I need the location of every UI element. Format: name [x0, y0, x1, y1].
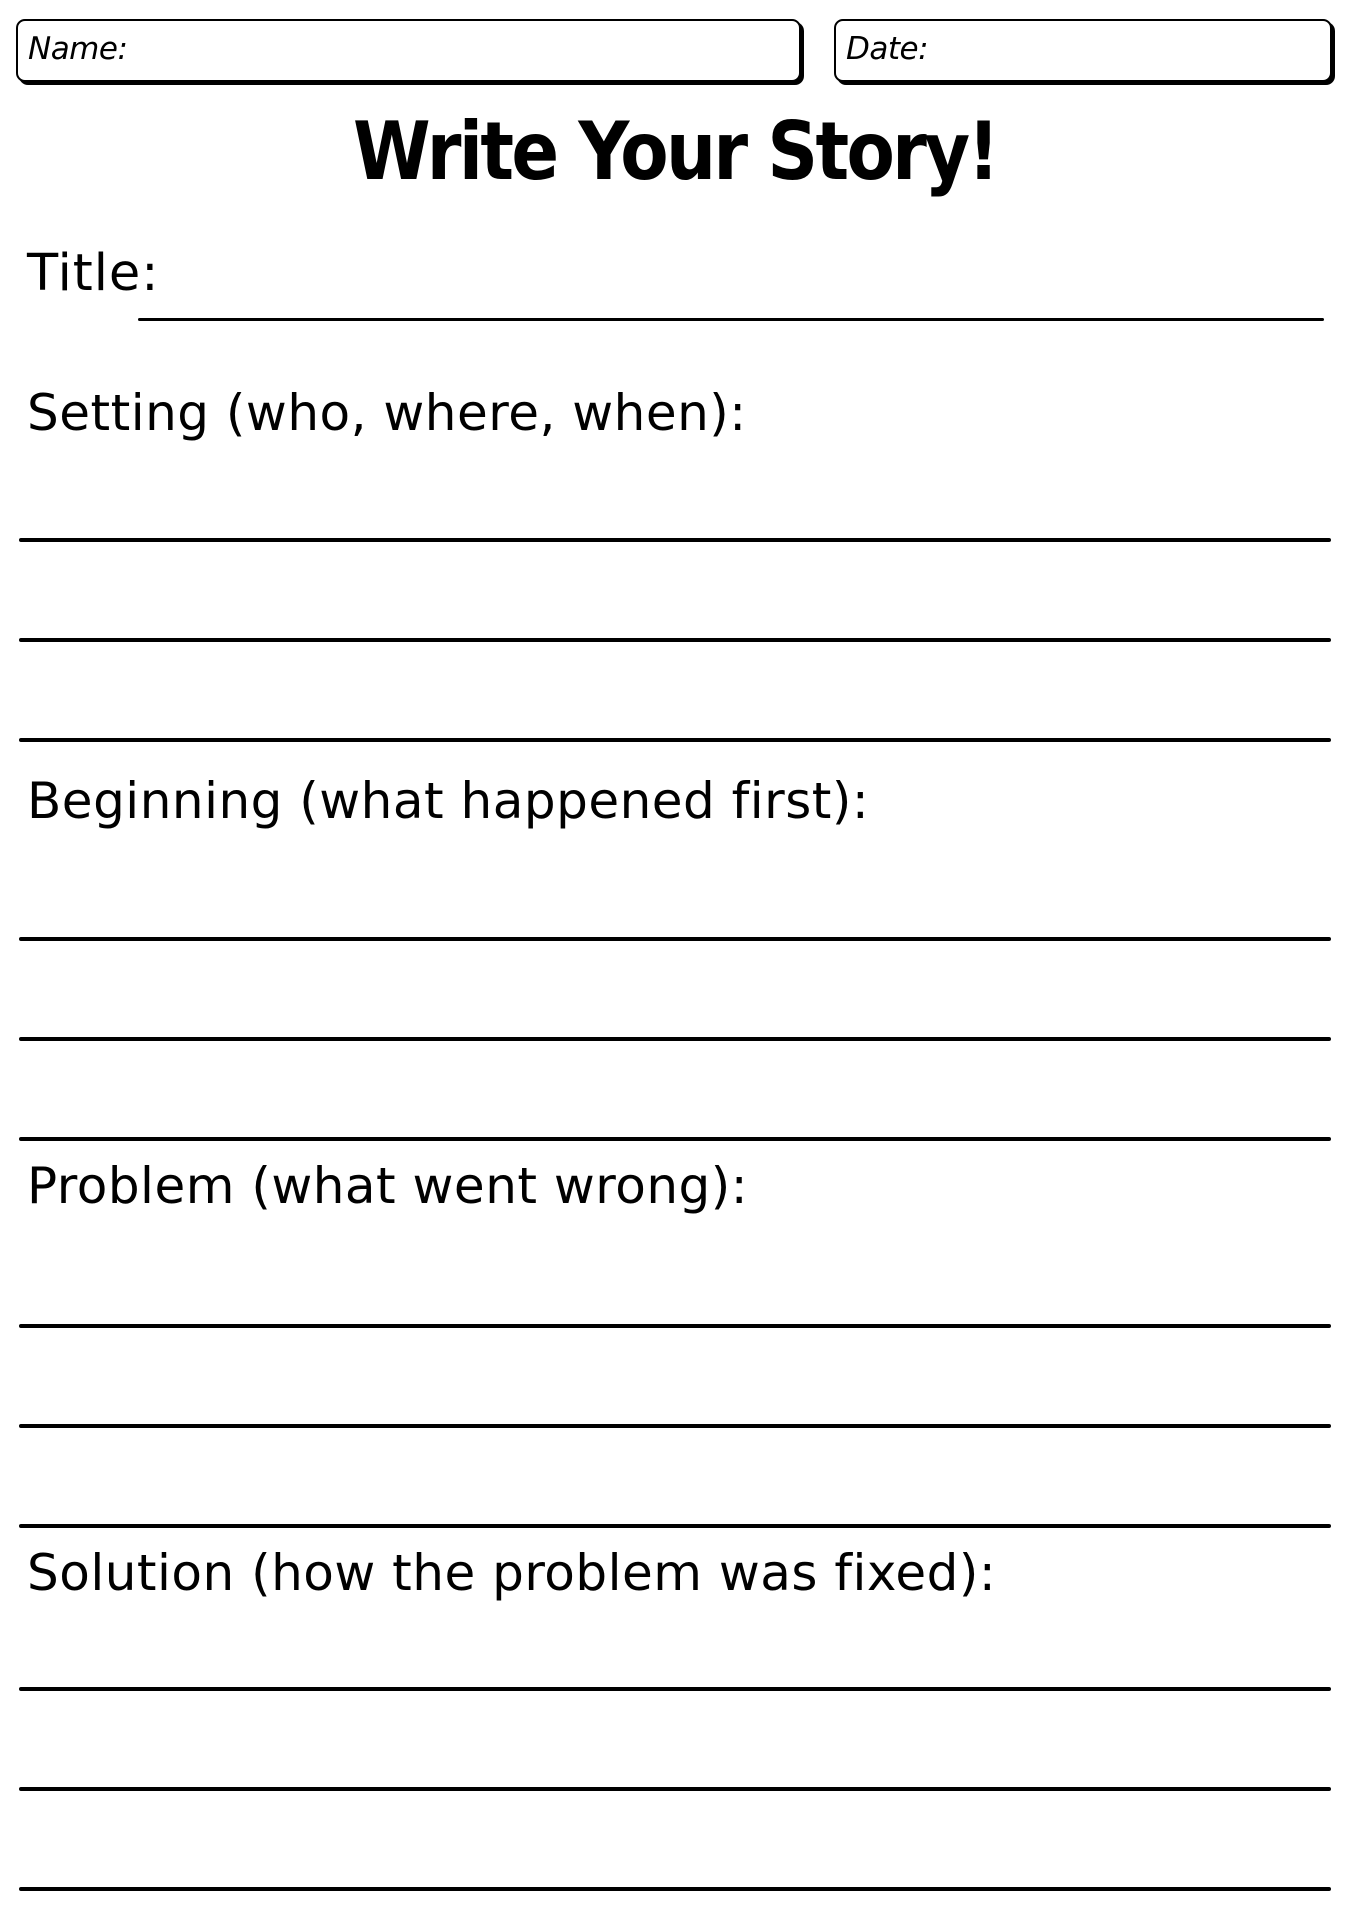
setting-line-1[interactable]: [19, 538, 1331, 542]
beginning-line-2[interactable]: [19, 1037, 1331, 1041]
story-title-line[interactable]: [138, 318, 1324, 321]
setting-label: Setting (who, where, when):: [27, 384, 747, 442]
problem-label: Problem (what went wrong):: [27, 1157, 749, 1215]
date-field[interactable]: [834, 19, 1332, 82]
setting-line-3[interactable]: [19, 738, 1331, 742]
name-field[interactable]: [16, 19, 801, 82]
problem-line-2[interactable]: [19, 1424, 1331, 1428]
story-title-label: Title:: [27, 244, 160, 303]
solution-line-3[interactable]: [19, 1887, 1331, 1891]
beginning-label: Beginning (what happened first):: [27, 772, 870, 830]
name-label: Name:: [28, 31, 128, 67]
solution-line-1[interactable]: [19, 1687, 1331, 1691]
problem-line-3[interactable]: [19, 1524, 1331, 1528]
solution-line-2[interactable]: [19, 1787, 1331, 1791]
page-title: Write Your Story!: [353, 105, 997, 198]
problem-line-1[interactable]: [19, 1324, 1331, 1328]
beginning-line-1[interactable]: [19, 937, 1331, 941]
setting-line-2[interactable]: [19, 638, 1331, 642]
date-label: Date:: [846, 31, 929, 67]
solution-label: Solution (how the problem was fixed):: [27, 1544, 997, 1602]
beginning-line-3[interactable]: [19, 1137, 1331, 1141]
